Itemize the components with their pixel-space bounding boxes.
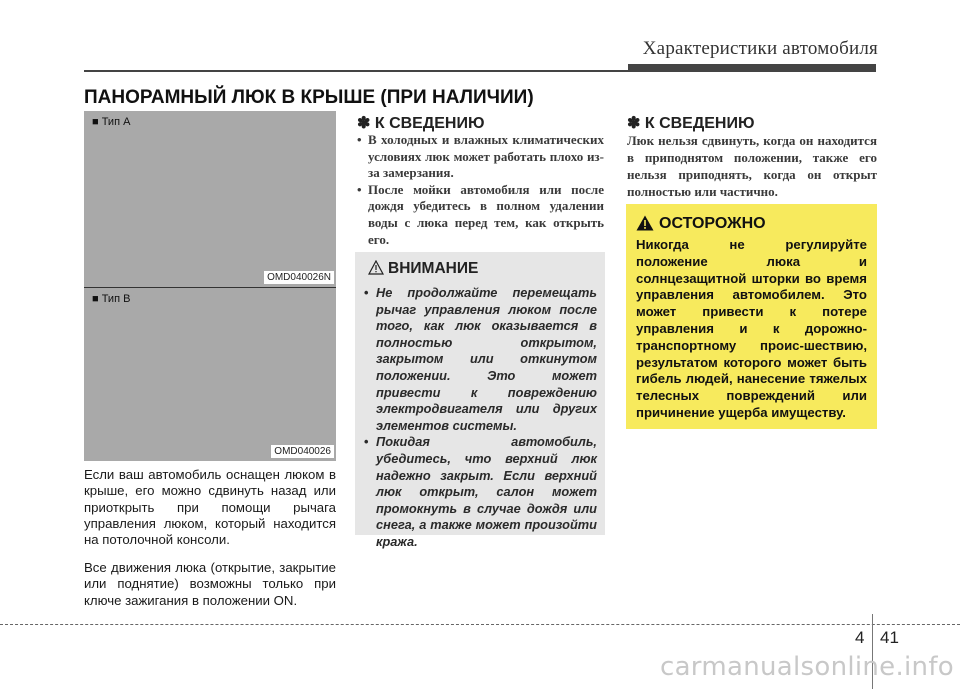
body-paragraph-2: Все движения люка (открытие, закрытие или поднятие) возможны только при ключе зажигания в положении ON. xyxy=(84,560,336,608)
caution-title: ВНИМАНИЕ xyxy=(388,260,479,277)
page-number: 41 xyxy=(880,628,899,647)
info-list-1 xyxy=(357,132,604,248)
info-item: • После мойки автомобиля или после дождя убедитесь в полном удалении воды с люка перед тем, как открыть его. xyxy=(357,182,604,248)
info-title-2: ✽ К СВЕДЕНИЮ xyxy=(627,115,755,132)
photo-type-a xyxy=(84,111,336,287)
photo-code-type-a: OMD040026N xyxy=(264,271,334,284)
photo-type-b xyxy=(84,287,336,461)
warning-triangle-filled-icon xyxy=(636,215,654,236)
footer-rule xyxy=(0,624,960,625)
chapter-number: 4 xyxy=(855,628,865,647)
section-title: ПАНОРАМНЫЙ ЛЮК В КРЫШЕ (ПРИ НАЛИЧИИ) xyxy=(84,87,534,108)
photo-label-type-b: ■ Тип B xyxy=(92,293,131,305)
warning-header xyxy=(636,215,766,236)
warning-triangle-icon xyxy=(368,260,384,280)
photo-label-type-a: ■ Тип A xyxy=(92,116,131,128)
caution-box xyxy=(355,252,605,549)
info-title-1: ✽ К СВЕДЕНИЮ xyxy=(357,115,485,132)
watermark: carmanualsonline.info xyxy=(659,652,954,682)
caution-header xyxy=(368,260,478,280)
chapter-title: Характеристики автомобиля xyxy=(642,38,878,59)
caution-item: • Не продолжайте перемещать рычаг управления люком после того, как люк оказывается в полностью открытом, закрытом или откинутом положении. Это может привести к повреждению электродвигателя или других элементов системы. xyxy=(363,285,597,434)
info-paragraph-2: Люк нельзя сдвинуть, когда он находится в приподнятом положении, также его нельзя приподнять, когда он открыт полностью или частично. xyxy=(627,133,877,199)
photo-code-type-b: OMD040026 xyxy=(271,445,334,458)
caution-item: • Покидая автомобиль, убедитесь, что верхний люк надежно закрыт. Если верхний люк открыт, салон может промокнуть в случае дождя или снега, а также может произойти кража. xyxy=(363,434,597,550)
body-paragraph-1: Если ваш автомобиль оснащен люком в крыше, его можно сдвинуть назад или приоткрыть при помощи рычага управления люком, который находится на потолочной консоли. xyxy=(84,467,336,548)
warning-box xyxy=(626,204,877,429)
caution-list xyxy=(363,285,597,551)
warning-text: Никогда не регулируйте положение люка и солнцезащитной шторки во время управления автомобилем. Это может привести к потере управления и к дорожно-транспортному проис-шествию, результатом которого может быть гибель людей, нанесение тяжелых телесных повреждений или причинение ущерба имуществу. xyxy=(636,237,867,420)
header-bar xyxy=(628,64,876,72)
warning-title: ОСТОРОЖНО xyxy=(659,215,766,232)
info-item: • В холодных и влажных климатических условиях люк может работать плохо из-за замерзания. xyxy=(357,132,604,182)
